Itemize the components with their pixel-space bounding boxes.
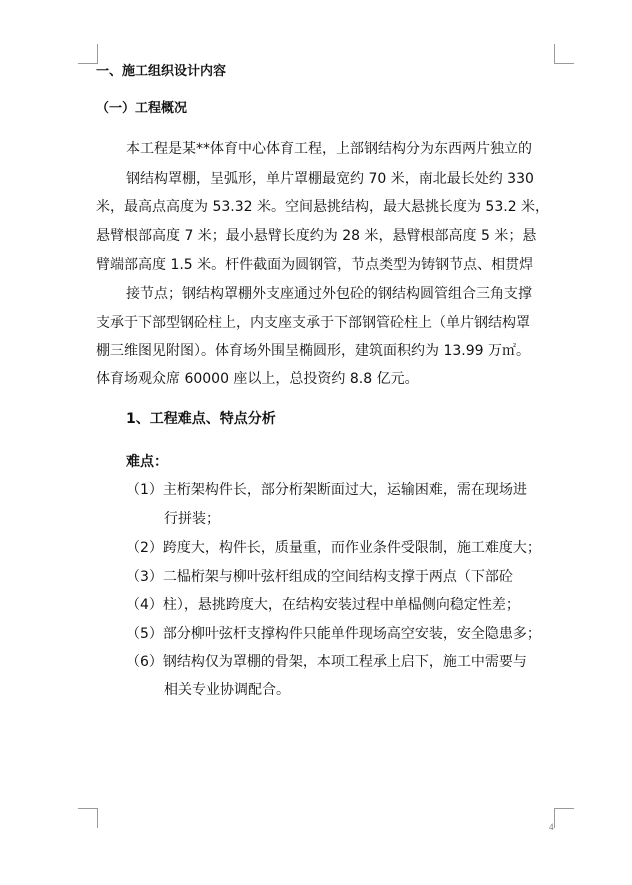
- difficulty-item: 行拼装；: [164, 511, 220, 527]
- difficulty-item: （6）钢结构仅为罩棚的骨架，本项工程承上启下，施工中需要与: [126, 654, 527, 670]
- crop-mark-bottom-right-v: [554, 808, 555, 828]
- crop-mark-bottom-left-v: [97, 808, 98, 828]
- crop-mark-bottom-left-h: [78, 808, 98, 809]
- difficulty-item: 相关专业协调配合。: [164, 682, 290, 698]
- crop-mark-top-left-v: [97, 44, 98, 64]
- section-heading: 一、施工组织设计内容: [96, 64, 227, 79]
- crop-mark-top-left-h: [78, 63, 98, 64]
- difficulty-section-heading: 1、工程难点、特点分析: [126, 411, 276, 427]
- difficulty-item: （5）部分柳叶弦杆支撑构件只能单件现场高空安装，安全隐患多；: [126, 626, 541, 642]
- overview-line: 米，最高点高度为 53.32 米。空间悬挑结构，最大悬挑长度为 53.2 米，: [96, 199, 550, 215]
- crop-mark-top-right-v: [554, 44, 555, 64]
- difficulty-item: （1）主桁架构件长，部分桁架断面过大，运输困难，需在现场进: [126, 482, 527, 498]
- page-number: 4: [549, 822, 554, 832]
- difficulty-label: 难点：: [126, 454, 168, 470]
- overview-line: 体育场观众席 60000 座以上，总投资约 8.8 亿元。: [96, 371, 419, 387]
- overview-line: 棚三维图见附图）。体育场外围呈椭圆形，建筑面积约为 13.99 万㎡。: [96, 343, 530, 359]
- difficulty-item: （3）二榀桁架与柳叶弦杆组成的空间结构支撑于两点（下部砼: [126, 569, 513, 585]
- overview-line: 悬臂根部高度 7 米；最小悬臂长度约为 28 米，悬臂根部高度 5 米；悬: [96, 228, 537, 244]
- overview-line: 支承于下部型钢砼柱上，内支座支承于下部钢管砼柱上（单片钢结构罩: [96, 315, 530, 331]
- crop-mark-bottom-right-h: [554, 808, 574, 809]
- overview-line: 接节点；钢结构罩棚外支座通过外包砼的钢结构圆管组合三角支撑: [126, 286, 532, 302]
- overview-line: 钢结构罩棚，呈弧形，单片罩棚最宽约 70 米，南北最长处约 330: [126, 171, 534, 187]
- difficulty-item: （2）跨度大，构件长，质量重，而作业条件受限制，施工难度大；: [126, 540, 541, 556]
- overview-line: 臂端部高度 1.5 米。杆件截面为圆钢管，节点类型为铸钢节点、相贯焊: [96, 257, 534, 273]
- crop-mark-top-right-h: [554, 63, 574, 64]
- overview-line: 本工程是某**体育中心体育工程，上部钢结构分为东西两片独立的: [126, 141, 532, 157]
- difficulty-item: （4）柱），悬挑跨度大，在结构安装过程中单榀侧向稳定性差；: [126, 597, 520, 613]
- subsection-heading: （一）工程概况: [96, 101, 188, 116]
